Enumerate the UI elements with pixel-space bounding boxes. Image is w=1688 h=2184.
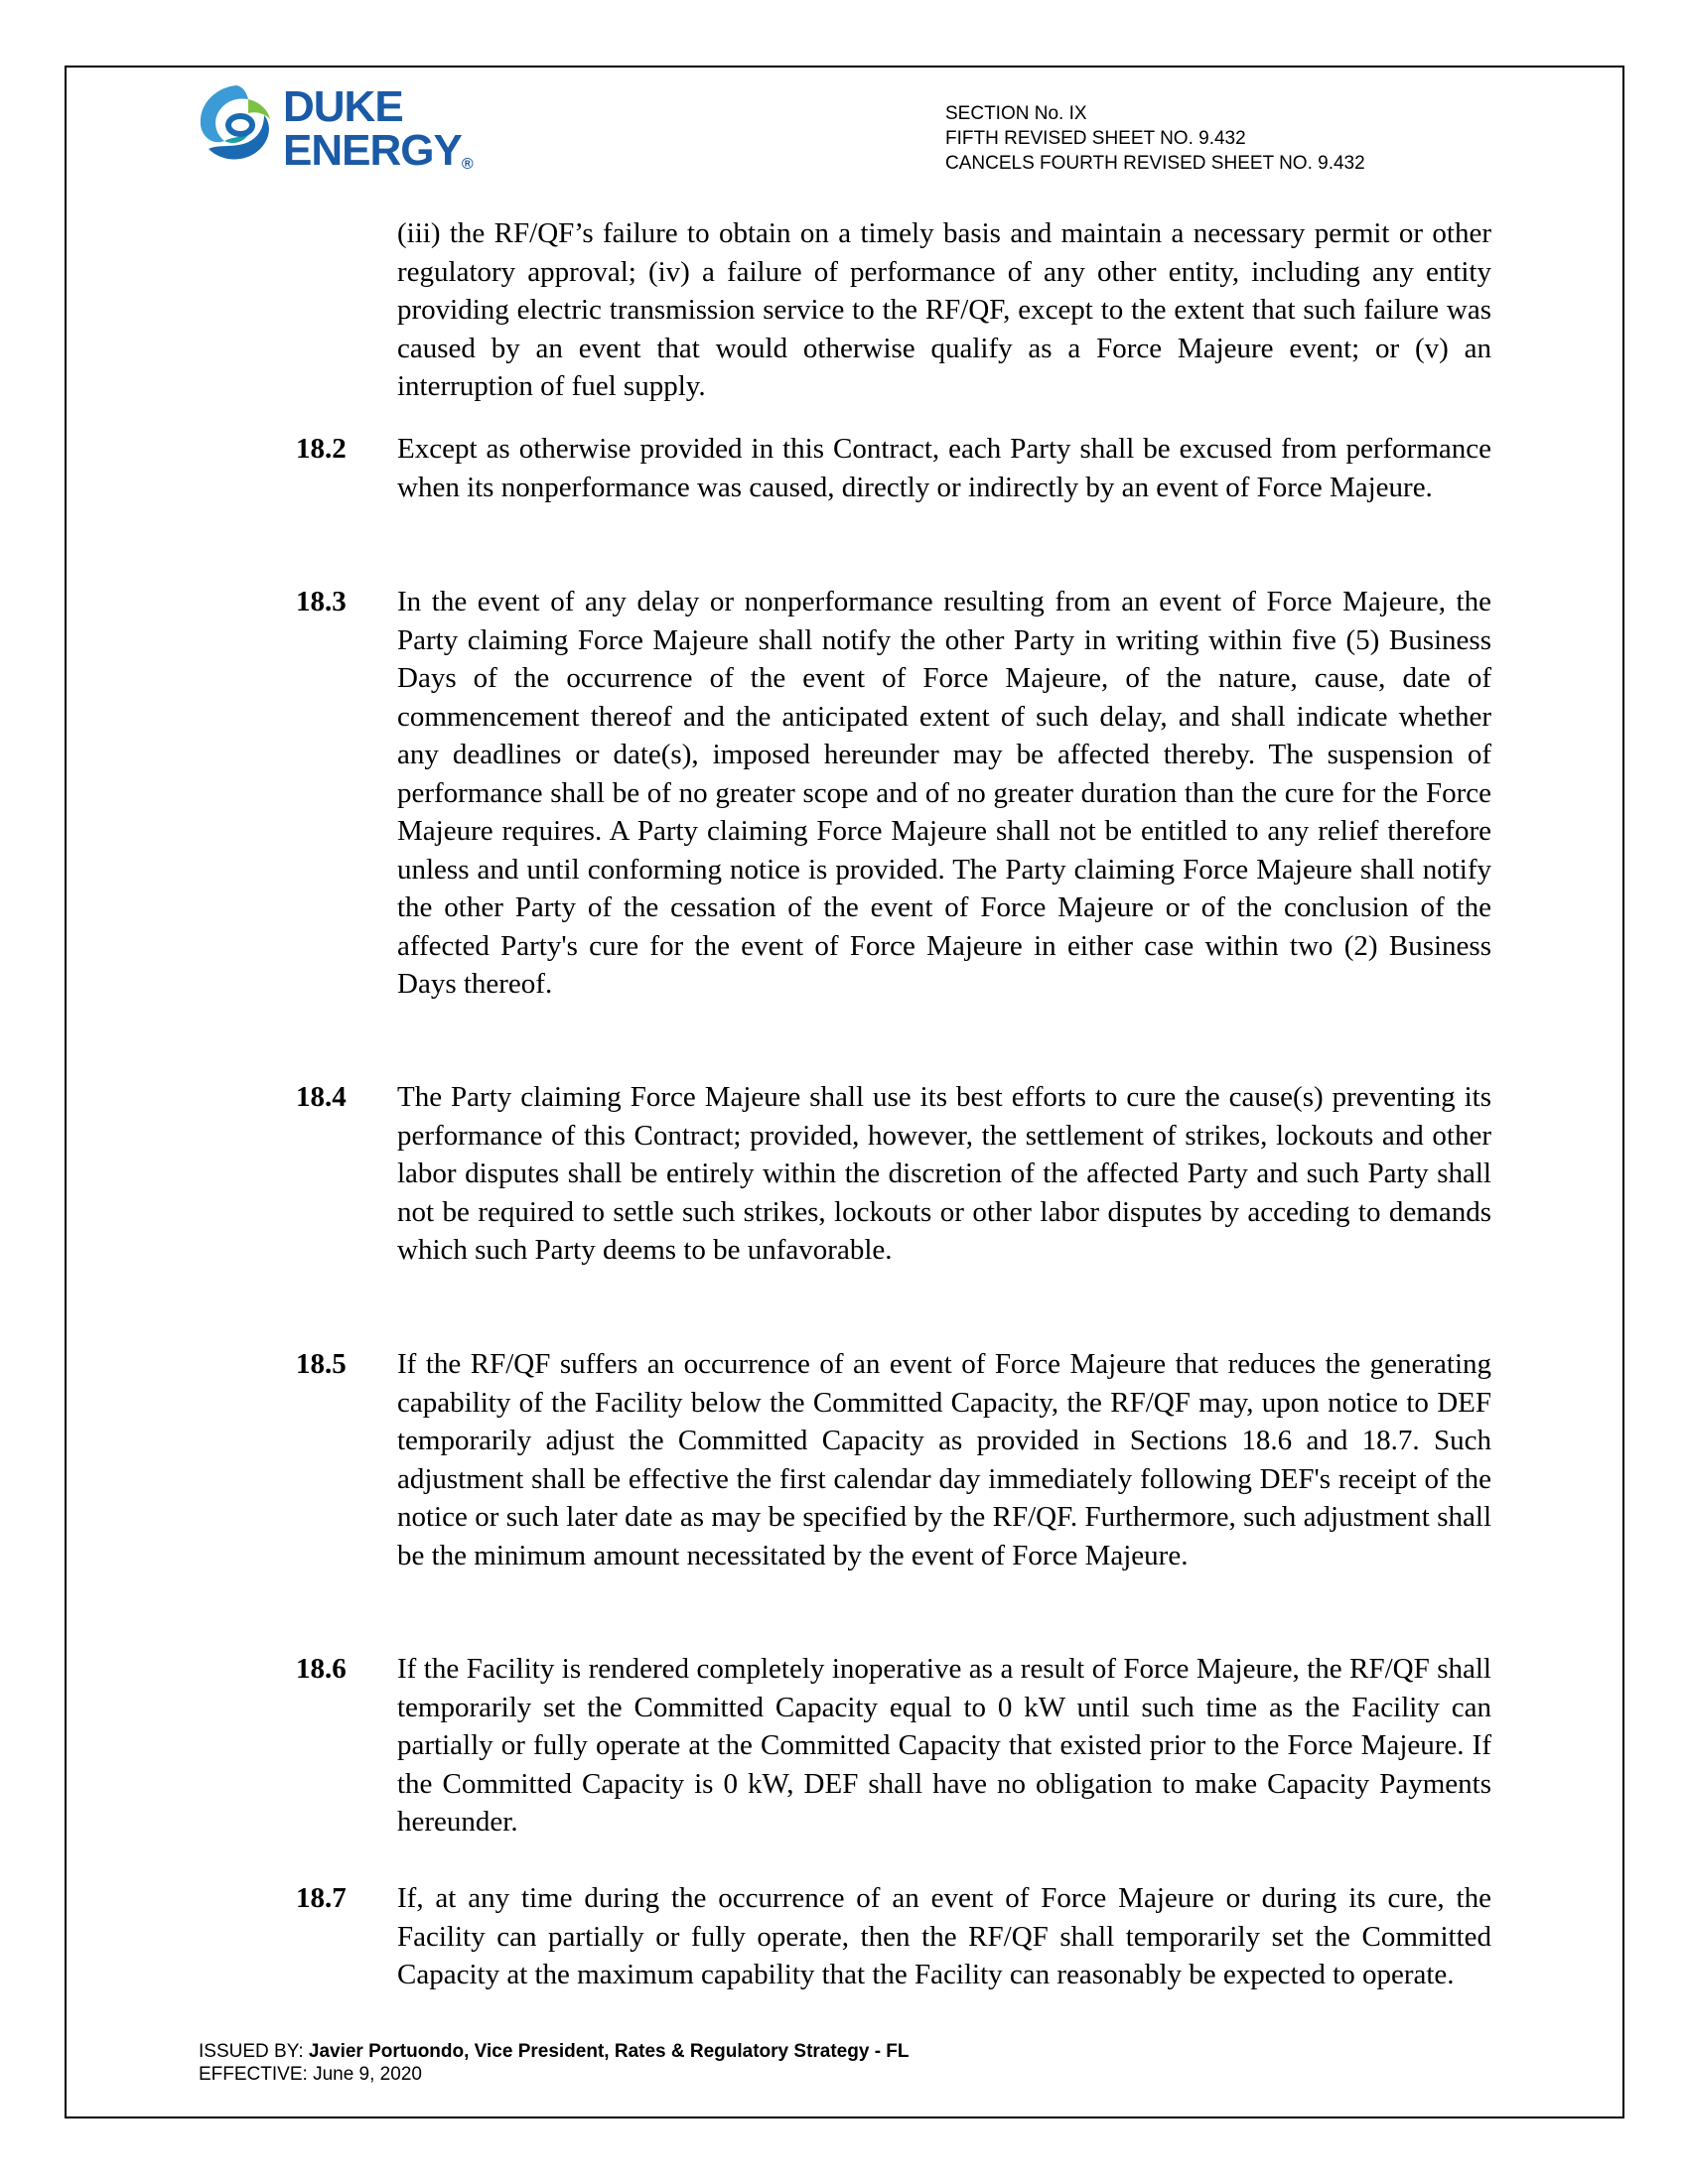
sheet-number: FIFTH REVISED SHEET NO. 9.432 bbox=[945, 128, 1246, 149]
section-text-18-2: Except as otherwise provided in this Contract, each Party shall be excused from performance when its nonperformance was caused, directly or indirectly by an event of Force Majeure. bbox=[397, 433, 1491, 503]
logo-energy-text: ENERGY bbox=[283, 126, 462, 175]
section-18-3 bbox=[296, 583, 1491, 1004]
effective-line bbox=[199, 2063, 910, 2086]
issued-by-name: Javier Portuondo, Vice President, Rates & Regulatory Strategy - FL bbox=[308, 2041, 910, 2062]
sheet-header bbox=[945, 101, 1365, 176]
section-number-18-3: 18.3 bbox=[296, 586, 347, 617]
issued-by-line bbox=[199, 2040, 910, 2063]
section-text-18-5: If the RF/QF suffers an occurrence of an event of Force Majeure that reduces the generating capability of the Facility below the Committed Capacity, the RF/QF may, upon notice to DEF temporarily adjust the Committed Capacity as provided in Sections 18.6 and 18.7. Such adjustment shall be effective the first calendar day immediately following DEF's receipt of the notice or such later date as may be specified by the RF/QF. Furthermore, such adjustment shall be the minimum amount necessitated by the event of Force Majeure. bbox=[397, 1348, 1491, 1571]
section-18-2 bbox=[296, 430, 1491, 506]
section-text-18-4: The Party claiming Force Majeure shall use its best efforts to cure the cause(s) preventing its performance of this Contract; provided, however, the settlement of strikes, lockouts and other labor disputes shall be entirely within the discretion of the affected Party and such Party shall not be required to settle such strikes, lockouts or other labor disputes by acceding to demands which such Party deems to be unfavorable. bbox=[397, 1081, 1491, 1266]
section-number-18-7: 18.7 bbox=[296, 1882, 347, 1914]
logo-line-energy bbox=[283, 126, 473, 175]
effective-date: June 9, 2020 bbox=[313, 2064, 422, 2085]
logo-registered-mark: ® bbox=[461, 156, 473, 173]
section-18-7 bbox=[296, 1879, 1491, 1994]
section-18-6 bbox=[296, 1650, 1491, 1842]
section-text-18-6: If the Facility is rendered completely inoperative as a result of Force Majeure, the RF/QF shall temporarily set the Committed Capacity equal to 0 kW until such time as the Facility can partially or fully operate at the Committed Capacity that existed prior to the Force Majeure. If the Committed Capacity is 0 kW, DEF shall have no obligation to make Capacity Payments hereunder. bbox=[397, 1653, 1491, 1838]
section-text-18-7: If, at any time during the occurrence of an event of Force Majeure or during its cure, the Facility can partially or fully operate, then the RF/QF shall temporarily set the Committed Capacity at the maximum capability that the Facility can reasonably be expected to operate. bbox=[397, 1882, 1491, 1990]
section-18-5 bbox=[296, 1345, 1491, 1574]
page-footer bbox=[199, 2040, 910, 2086]
section-18-4 bbox=[296, 1078, 1491, 1270]
intro-paragraph: (iii) the RF/QF’s failure to obtain on a timely basis and maintain a necessary permit or other regulatory approval; (iv) a failure of performance of any other entity, including any entity providing electric transmission service to the RF/QF, except to the extent that such failure was caused by an event that would otherwise qualify as a Force Majeure event; or (v) an interruption of fuel supply. bbox=[397, 217, 1491, 402]
section-text-18-3: In the event of any delay or nonperformance resulting from an event of Force Majeure, the Party claiming Force Majeure shall notify the other Party in writing within five (5) Business Days of the occurrence of the event of Force Majeure, of the nature, cause, date of commencement thereof and the anticipated extent of such delay, and shall indicate whether any deadlines or date(s), imposed hereunder may be affected thereby. The suspension of performance shall be of no greater scope and of no greater duration than the cure for the Force Majeure requires. A Party claiming Force Majeure shall not be entitled to any relief therefore unless and until conforming notice is provided. The Party claiming Force Majeure shall notify the other Party of the cessation of the event of Force Majeure or of the conclusion of the affected Party's cure for the event of Force Majeure in either case within two (2) Business Days thereof. bbox=[397, 586, 1491, 1000]
section-number-18-6: 18.6 bbox=[296, 1653, 347, 1685]
section-number-18-4: 18.4 bbox=[296, 1081, 347, 1113]
cancels-sheet: CANCELS FOURTH REVISED SHEET NO. 9.432 bbox=[945, 153, 1365, 174]
logo-line-duke: DUKE bbox=[283, 82, 403, 131]
section-number-18-5: 18.5 bbox=[296, 1348, 347, 1380]
duke-energy-logo-icon bbox=[189, 79, 278, 179]
effective-label: EFFECTIVE: bbox=[199, 2064, 314, 2085]
section-number-18-2: 18.2 bbox=[296, 433, 347, 465]
duke-energy-logo bbox=[189, 79, 477, 179]
issued-by-label: ISSUED BY: bbox=[199, 2041, 309, 2062]
section-number: SECTION No. IX bbox=[945, 103, 1087, 124]
